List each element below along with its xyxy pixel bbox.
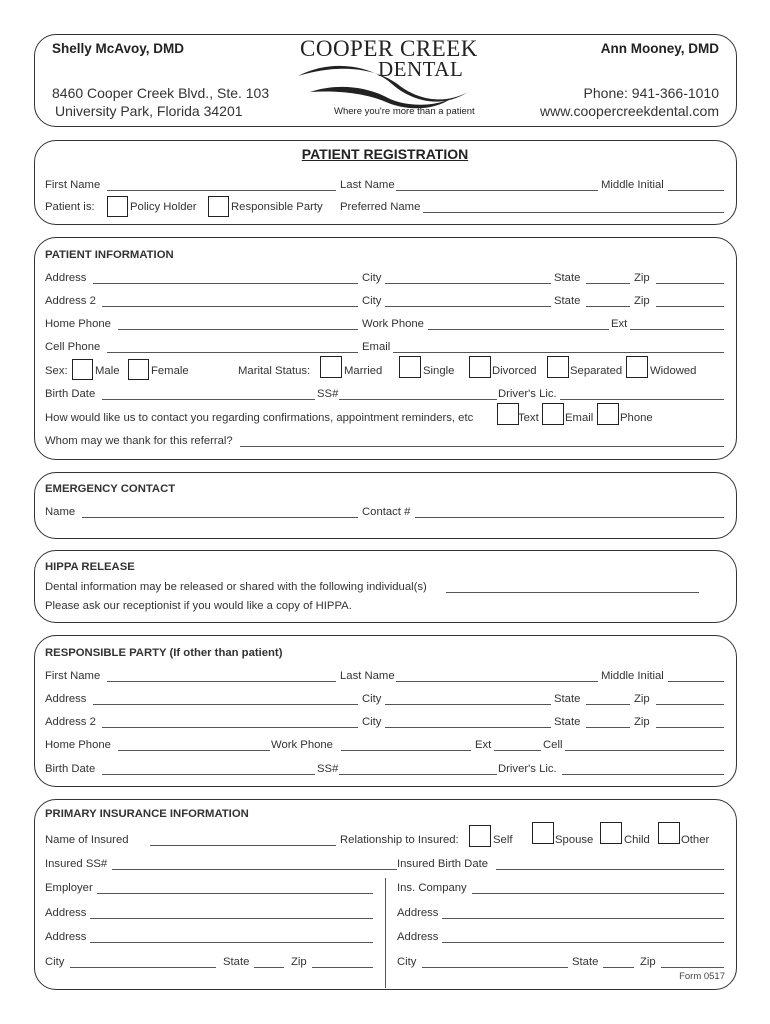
female-checkbox[interactable] bbox=[128, 359, 149, 380]
employer-state-label: State bbox=[223, 956, 250, 968]
phone-contact-checkbox[interactable] bbox=[597, 403, 619, 425]
rp-city2-label: City bbox=[362, 716, 382, 728]
registration-title: PATIENT REGISTRATION bbox=[301, 146, 469, 162]
male-label: Male bbox=[95, 365, 120, 377]
insured-birth-label: Insured Birth Date bbox=[397, 858, 489, 870]
rp-drivers-lic-field[interactable] bbox=[562, 774, 724, 775]
name-of-insured-label: Name of Insured bbox=[45, 834, 129, 846]
first-name-label: First Name bbox=[45, 179, 101, 191]
city2-label: City bbox=[362, 295, 382, 307]
zip2-label: Zip bbox=[634, 295, 650, 307]
name-of-insured-field[interactable] bbox=[150, 845, 336, 846]
practice-logo bbox=[292, 36, 478, 122]
rp-address2-field[interactable] bbox=[102, 727, 358, 728]
employer-address2-field[interactable] bbox=[90, 942, 373, 943]
state-field[interactable] bbox=[586, 283, 630, 284]
ext-label: Ext bbox=[611, 318, 628, 330]
divorced-checkbox[interactable] bbox=[469, 356, 491, 378]
drivers-lic-field[interactable] bbox=[560, 399, 724, 400]
employer-field[interactable] bbox=[97, 893, 373, 894]
birth-date-label: Birth Date bbox=[45, 388, 96, 400]
spouse-label: Spouse bbox=[555, 834, 594, 846]
emergency-contact-label: Contact # bbox=[362, 506, 411, 518]
ins-state-label: State bbox=[572, 956, 599, 968]
logo-line2: DENTAL bbox=[378, 57, 464, 81]
ins-company-field[interactable] bbox=[472, 893, 724, 894]
ins-zip-label: Zip bbox=[640, 956, 656, 968]
email-label: Email bbox=[362, 341, 391, 353]
rp-cell-field[interactable] bbox=[565, 750, 724, 751]
logo-tagline: Where you're more than a patient bbox=[334, 106, 475, 117]
rp-last-name-label: Last Name bbox=[340, 670, 395, 682]
rp-state2-field[interactable] bbox=[586, 727, 630, 728]
home-phone-label: Home Phone bbox=[45, 318, 111, 330]
emergency-name-field[interactable] bbox=[82, 517, 358, 518]
logo-line1: COOPER CREEK bbox=[300, 36, 478, 61]
text-contact-label: Text bbox=[518, 412, 539, 424]
state2-field[interactable] bbox=[586, 306, 630, 307]
city-field[interactable] bbox=[385, 283, 551, 284]
practice-address-line2: University Park, Florida 34201 bbox=[55, 103, 243, 119]
rp-ext-field[interactable] bbox=[494, 750, 541, 751]
zip-field[interactable] bbox=[656, 283, 724, 284]
rp-work-phone-field[interactable] bbox=[341, 750, 471, 751]
rp-zip-label: Zip bbox=[634, 693, 650, 705]
insured-birth-field[interactable] bbox=[496, 869, 724, 870]
rp-home-phone-field[interactable] bbox=[118, 750, 270, 751]
rp-first-name-label: First Name bbox=[45, 670, 101, 682]
email-field[interactable] bbox=[393, 352, 724, 353]
hippa-individuals-field[interactable] bbox=[446, 592, 699, 593]
rp-birth-date-label: Birth Date bbox=[45, 763, 96, 775]
patient-is-label: Patient is: bbox=[45, 201, 95, 213]
hippa-line1: Dental information may be released or shared with the following individual(s) bbox=[45, 581, 427, 593]
address-field[interactable] bbox=[93, 283, 358, 284]
right-doctor-name: Ann Mooney, DMD bbox=[600, 41, 719, 56]
relationship-label: Relationship to Insured: bbox=[340, 834, 459, 846]
rp-address-field[interactable] bbox=[93, 704, 358, 705]
child-checkbox[interactable] bbox=[600, 822, 622, 844]
employer-address2-label: Address bbox=[45, 931, 87, 943]
rp-cell-label: Cell bbox=[543, 739, 563, 751]
city-label: City bbox=[362, 272, 382, 284]
state2-label: State bbox=[554, 295, 581, 307]
form-number: Form 0517 bbox=[679, 971, 725, 982]
self-label: Self bbox=[493, 834, 513, 846]
preferred-name-label: Preferred Name bbox=[340, 201, 421, 213]
emergency-name-label: Name bbox=[45, 506, 76, 518]
ins-state-field[interactable] bbox=[603, 967, 634, 968]
insured-ss-label: Insured SS# bbox=[45, 858, 108, 870]
rp-zip2-field[interactable] bbox=[656, 727, 724, 728]
insurance-column-divider bbox=[385, 878, 386, 988]
ss-field[interactable] bbox=[339, 399, 497, 400]
work-phone-label: Work Phone bbox=[362, 318, 424, 330]
rp-zip2-label: Zip bbox=[634, 716, 650, 728]
ins-address2-label: Address bbox=[397, 931, 439, 943]
widowed-label: Widowed bbox=[650, 365, 697, 377]
practice-address-line1: 8460 Cooper Creek Blvd., Ste. 103 bbox=[52, 85, 270, 101]
zip2-field[interactable] bbox=[656, 306, 724, 307]
rp-state-label: State bbox=[554, 693, 581, 705]
other-checkbox[interactable] bbox=[658, 822, 680, 844]
email-contact-checkbox[interactable] bbox=[542, 403, 564, 425]
responsible-title: RESPONSIBLE PARTY (If other than patient) bbox=[45, 647, 283, 659]
rp-city2-field[interactable] bbox=[385, 727, 551, 728]
insured-ss-field[interactable] bbox=[112, 869, 397, 870]
rp-middle-initial-label: Middle Initial bbox=[601, 670, 664, 682]
city2-field[interactable] bbox=[385, 306, 551, 307]
left-doctor-name: Shelly McAvoy, DMD bbox=[52, 41, 185, 56]
zip-label: Zip bbox=[634, 272, 650, 284]
cell-phone-label: Cell Phone bbox=[45, 341, 101, 353]
rp-drivers-lic-label: Driver's Lic. bbox=[498, 763, 557, 775]
employer-city-label: City bbox=[45, 956, 65, 968]
employer-address-label: Address bbox=[45, 907, 87, 919]
female-label: Female bbox=[151, 365, 189, 377]
rp-address-label: Address bbox=[45, 693, 87, 705]
contact-preference-question: How would like us to contact you regarding confirmations, appointment reminders, etc bbox=[45, 412, 474, 424]
referral-label: Whom may we thank for this referral? bbox=[45, 435, 233, 447]
married-label: Married bbox=[344, 365, 383, 377]
rp-work-phone-label: Work Phone bbox=[271, 739, 333, 751]
ins-address-field[interactable] bbox=[442, 918, 724, 919]
employer-state-field[interactable] bbox=[254, 967, 284, 968]
married-checkbox[interactable] bbox=[320, 356, 342, 378]
divorced-label: Divorced bbox=[492, 365, 537, 377]
practice-phone: Phone: 941-366-1010 bbox=[583, 85, 719, 101]
emergency-contact-field[interactable] bbox=[415, 517, 724, 518]
cell-phone-field[interactable] bbox=[107, 352, 358, 353]
rp-ss-field[interactable] bbox=[339, 774, 497, 775]
single-label: Single bbox=[423, 365, 455, 377]
hippa-line2: Please ask our receptionist if you would like a copy of HIPPA. bbox=[45, 600, 352, 612]
middle-initial-field[interactable] bbox=[668, 190, 724, 191]
rp-zip-field[interactable] bbox=[656, 704, 724, 705]
ins-company-label: Ins. Company bbox=[397, 882, 467, 894]
separated-label: Separated bbox=[570, 365, 623, 377]
ins-city-label: City bbox=[397, 956, 417, 968]
policy-holder-label: Policy Holder bbox=[130, 201, 197, 213]
responsible-party-checkbox[interactable] bbox=[208, 196, 229, 217]
patient-info-title: PATIENT INFORMATION bbox=[45, 249, 174, 261]
work-phone-field[interactable] bbox=[428, 329, 609, 330]
single-checkbox[interactable] bbox=[399, 356, 421, 378]
birth-date-field[interactable] bbox=[102, 399, 315, 400]
employer-zip-field[interactable] bbox=[312, 967, 373, 968]
text-contact-checkbox[interactable] bbox=[497, 403, 519, 425]
ins-address2-field[interactable] bbox=[442, 942, 724, 943]
sex-label: Sex: bbox=[45, 365, 68, 377]
marital-status-label: Marital Status: bbox=[238, 365, 311, 377]
ins-zip-field[interactable] bbox=[661, 967, 724, 968]
first-name-field[interactable] bbox=[107, 190, 336, 191]
rp-city-label: City bbox=[362, 693, 382, 705]
employer-city-field[interactable] bbox=[70, 967, 216, 968]
hippa-title: HIPPA RELEASE bbox=[45, 561, 135, 573]
responsible-party-label: Responsible Party bbox=[231, 201, 323, 213]
rp-state-field[interactable] bbox=[586, 704, 630, 705]
emergency-title: EMERGENCY CONTACT bbox=[45, 483, 176, 495]
widowed-checkbox[interactable] bbox=[626, 356, 648, 378]
spouse-checkbox[interactable] bbox=[532, 822, 554, 844]
ss-label: SS# bbox=[317, 388, 339, 400]
employer-label: Employer bbox=[45, 882, 93, 894]
ext-field[interactable] bbox=[630, 329, 724, 330]
rp-home-phone-label: Home Phone bbox=[45, 739, 111, 751]
address-label: Address bbox=[45, 272, 87, 284]
last-name-label: Last Name bbox=[340, 179, 395, 191]
self-checkbox[interactable] bbox=[469, 825, 491, 847]
middle-initial-label: Middle Initial bbox=[601, 179, 664, 191]
other-label: Other bbox=[681, 834, 710, 846]
drivers-lic-label: Driver's Lic. bbox=[498, 388, 557, 400]
rp-birth-date-field[interactable] bbox=[102, 774, 315, 775]
preferred-name-field[interactable] bbox=[423, 212, 724, 213]
address2-label: Address 2 bbox=[45, 295, 96, 307]
home-phone-field[interactable] bbox=[118, 329, 358, 330]
rp-address2-label: Address 2 bbox=[45, 716, 96, 728]
address2-field[interactable] bbox=[102, 306, 358, 307]
rp-state2-label: State bbox=[554, 716, 581, 728]
employer-address-field[interactable] bbox=[90, 918, 373, 919]
phone-contact-label: Phone bbox=[620, 412, 653, 424]
employer-zip-label: Zip bbox=[291, 956, 307, 968]
practice-website: www.coopercreekdental.com bbox=[540, 103, 719, 119]
insurance-title: PRIMARY INSURANCE INFORMATION bbox=[45, 808, 249, 820]
ins-address-label: Address bbox=[397, 907, 439, 919]
rp-last-name-field[interactable] bbox=[396, 681, 598, 682]
policy-holder-checkbox[interactable] bbox=[107, 196, 128, 217]
rp-ext-label: Ext bbox=[475, 739, 492, 751]
ins-city-field[interactable] bbox=[422, 967, 568, 968]
separated-checkbox[interactable] bbox=[547, 356, 569, 378]
last-name-field[interactable] bbox=[396, 190, 598, 191]
rp-middle-initial-field[interactable] bbox=[668, 681, 724, 682]
state-label: State bbox=[554, 272, 581, 284]
male-checkbox[interactable] bbox=[72, 359, 93, 380]
rp-city-field[interactable] bbox=[385, 704, 551, 705]
referral-field[interactable] bbox=[240, 446, 724, 447]
rp-first-name-field[interactable] bbox=[107, 681, 336, 682]
email-contact-label: Email bbox=[565, 412, 594, 424]
rp-ss-label: SS# bbox=[317, 763, 339, 775]
child-label: Child bbox=[624, 834, 650, 846]
